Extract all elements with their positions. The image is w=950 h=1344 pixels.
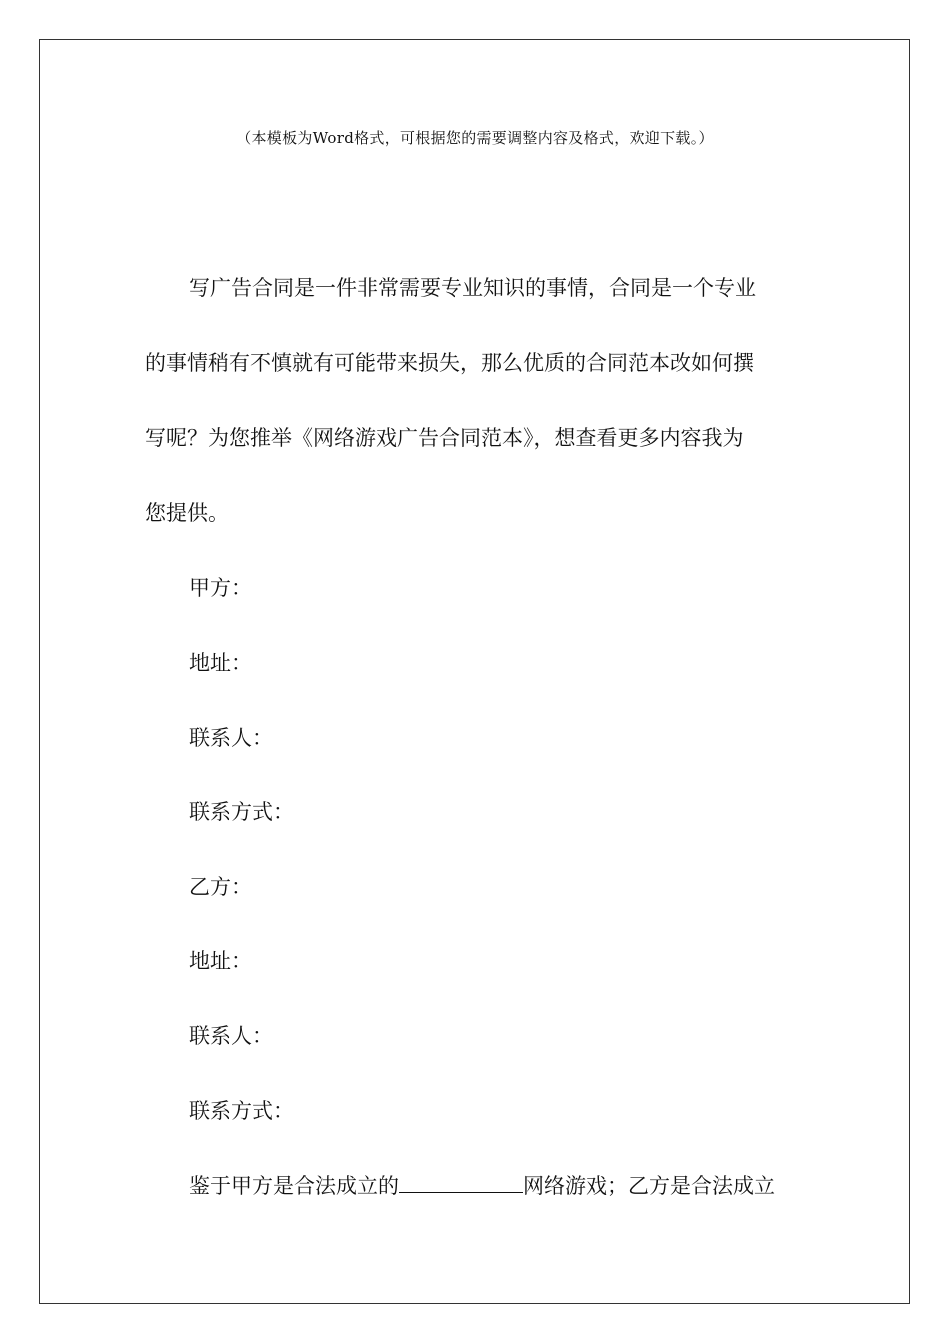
party-a-label: 甲方： <box>189 576 252 600</box>
clause-line <box>189 1170 775 1201</box>
party-a-contact-label: 联系人： <box>189 726 273 750</box>
intro-line-2: 的事情稍有不慎就有可能带来损失，那么优质的合同范本改如何撰 <box>145 351 754 375</box>
template-notice: （本模板为Word格式，可根据您的需要调整内容及格式，欢迎下载。） <box>236 129 714 147</box>
party-a-address-label: 地址： <box>189 651 252 675</box>
party-b-contact-label: 联系人： <box>189 1024 273 1048</box>
clause-text-before: 鉴于甲方是合法成立的 <box>189 1174 399 1198</box>
intro-line-4: 您提供。 <box>145 501 229 525</box>
party-b-address-label: 地址： <box>189 949 252 973</box>
intro-line-3: 写呢？为您推举《网络游戏广告合同范本》，想查看更多内容我为 <box>145 426 744 450</box>
party-b-contact-method-label: 联系方式： <box>189 1099 294 1123</box>
intro-line-1: 写广告合同是一件非常需要专业知识的事情，合同是一个专业 <box>189 276 756 300</box>
fill-in-blank[interactable] <box>399 1170 523 1193</box>
page-border <box>39 39 910 1304</box>
clause-text-after: 网络游戏；乙方是合法成立 <box>523 1174 775 1198</box>
party-a-contact-method-label: 联系方式： <box>189 800 294 824</box>
party-b-label: 乙方： <box>189 875 252 899</box>
